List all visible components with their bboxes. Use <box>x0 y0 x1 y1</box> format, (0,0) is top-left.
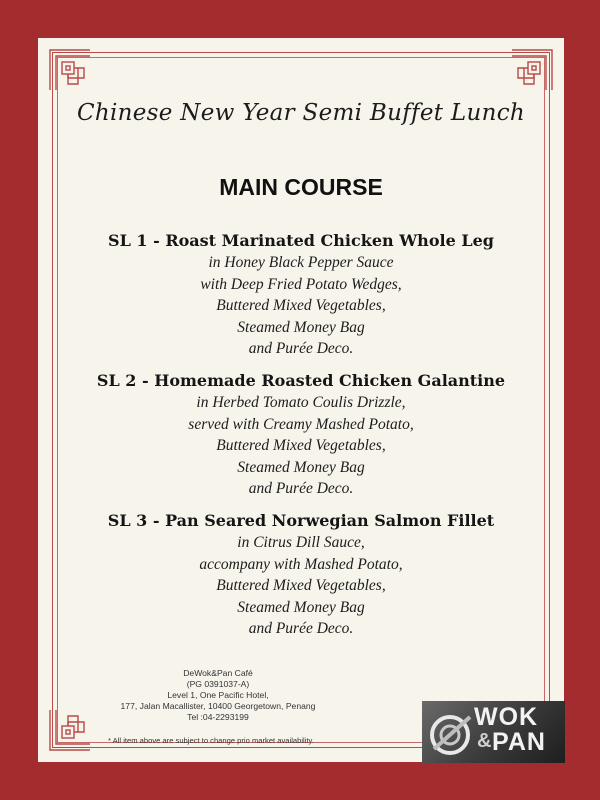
address-line: 177, Jalan Macallister, 10400 Georgetown, Penang <box>120 701 316 711</box>
menu-item-sl3 <box>38 510 564 640</box>
menu-item-line: and Purée Deco. <box>248 620 354 637</box>
menu-item-line: Steamed Money Bag <box>237 318 365 336</box>
menu-item-line: and Purée Deco. <box>248 480 354 497</box>
menu-item-line: Steamed Money Bag <box>237 458 365 476</box>
menu-item-title: SL 2 - Homemade Roasted Chicken Galantine <box>96 371 506 390</box>
menu-item-line: Buttered Mixed Vegetables, <box>216 437 386 454</box>
menu-item-title: SL 1 - Roast Marinated Chicken Whole Leg <box>108 231 494 250</box>
menu-item-sl1 <box>38 230 564 360</box>
menu-item-line: Buttered Mixed Vegetables, <box>216 297 386 314</box>
cafe-name: DeWok&Pan Café <box>183 668 253 678</box>
wok-pan-logo <box>422 701 565 763</box>
menu-item-line: in Honey Black Pepper Sauce <box>208 254 394 271</box>
section-heading: MAIN COURSE <box>219 174 383 200</box>
telephone: Tel :04-2293199 <box>187 712 249 722</box>
menu-item-line: and Purée Deco. <box>248 340 354 357</box>
logo-text-pan: PAN <box>492 728 546 756</box>
menu-item-line: Buttered Mixed Vegetables, <box>216 577 386 594</box>
corner-ornament-icon <box>48 48 92 92</box>
corner-ornament-icon <box>510 48 554 92</box>
menu-item-sl2 <box>38 370 564 500</box>
menu-item-line: in Citrus Dill Sauce, <box>237 534 365 551</box>
logo-mark-icon <box>428 709 476 757</box>
menu-item-line: with Deep Fried Potato Wedges, <box>200 275 402 293</box>
menu-item-line: accompany with Mashed Potato, <box>199 555 403 573</box>
logo-ampersand: & <box>477 730 492 752</box>
disclaimer: * All item above are subject to change prio market availability. <box>108 736 314 745</box>
menu-item-title: SL 3 - Pan Seared Norwegian Salmon Fillet <box>107 511 495 530</box>
address-line: Level 1, One Pacific Hotel, <box>167 690 269 700</box>
menu-item-line: served with Creamy Mashed Potato, <box>188 415 414 433</box>
menu-title: Chinese New Year Semi Buffet Lunch <box>76 100 525 126</box>
menu-item-line: Steamed Money Bag <box>237 598 365 616</box>
logo-text-wok: WOK <box>474 703 539 731</box>
company-reg: (PG 0391037-A) <box>186 679 250 689</box>
menu-item-line: in Herbed Tomato Coulis Drizzle, <box>196 394 406 411</box>
footer-address <box>38 668 398 723</box>
menu-page <box>38 38 564 762</box>
